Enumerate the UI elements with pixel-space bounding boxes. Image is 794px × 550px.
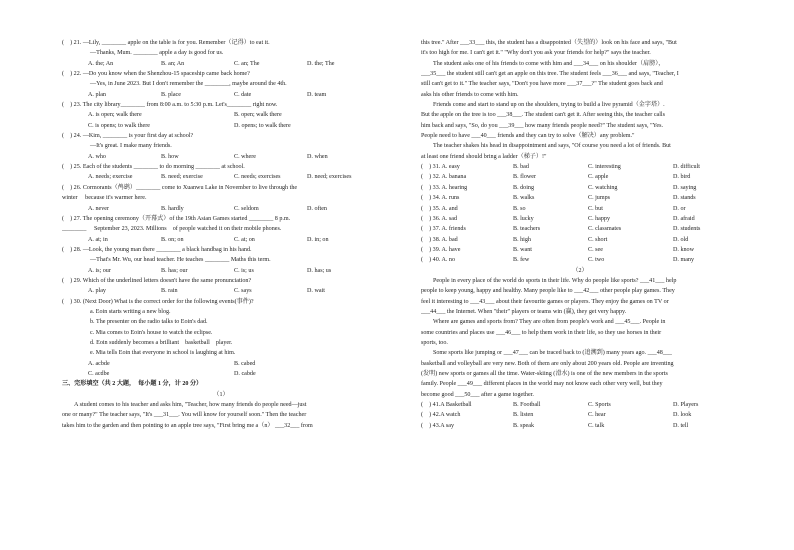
question-30: ( ) 30. (Next Door) What is the correct order for the following events(事件)? bbox=[62, 298, 254, 305]
event-c: c. Mia comes to Eoin's house to watch the eclipse. bbox=[90, 329, 213, 336]
question-23-options-cd bbox=[62, 121, 380, 131]
option: D. know bbox=[673, 246, 694, 253]
option: B. an; An bbox=[161, 60, 185, 67]
passage-line: it's too high for me. I can't get it." "Why don't you ask your friends for help?" says the teacher. bbox=[421, 50, 651, 57]
section-heading: 三、完形填空（共 2 大题， 每小题 1 分，计 20 分） bbox=[62, 381, 203, 388]
event-b: b. The presenter on the radio talks to Eoin's dad. bbox=[90, 319, 208, 326]
option: C. an; The bbox=[234, 60, 260, 67]
option-row bbox=[421, 183, 739, 193]
passage-line: ___35___ the student still can't get an apple on this tree. The student feels ___36___ and says, "Teacher, I bbox=[421, 71, 679, 78]
option: C. where bbox=[234, 153, 256, 160]
option: C. two bbox=[588, 257, 605, 264]
passage-line: People in every place of the world do sports in their life. Why do people like sports? ___41___ help bbox=[433, 277, 677, 284]
question-24-reply: —It's great. I make many friends. bbox=[90, 143, 172, 150]
passage-line: (发明) new sports or games all the time. Water-skiing (滑水) is one of the new members in the sports bbox=[421, 371, 668, 377]
passage-line: basketball and volleyball are very new. Both of them are only about 200 years old. People are inventing bbox=[421, 360, 674, 367]
passage-line: still can't get to it." The teacher says, "Don't you have more ___37___?" The student goes back and bbox=[421, 81, 663, 88]
option: B. so bbox=[513, 205, 526, 212]
option: B. need; exercise bbox=[161, 174, 203, 181]
option: B. lucky bbox=[513, 215, 534, 222]
option: ( ) 32. A. banana bbox=[421, 174, 467, 181]
option: C. interesting bbox=[588, 164, 621, 171]
option: C. is opens; to walk there bbox=[88, 122, 150, 129]
option-row bbox=[421, 235, 739, 245]
option: ( ) 43.A say bbox=[421, 422, 455, 429]
question-26: ( ) 26. Cormorants（鸬鹚）________ come to Xuanwu Lake in November to live through the bbox=[62, 184, 298, 191]
option: ( ) 36. A. sad bbox=[421, 215, 458, 222]
option: ( ) 39. A. have bbox=[421, 246, 461, 253]
option: D. or bbox=[673, 205, 686, 212]
option: D. students bbox=[673, 226, 701, 233]
option: C. classmates bbox=[588, 226, 622, 233]
passage-line: People need to have ___40___ friends and they can try to solve（解决）any problem." bbox=[421, 133, 635, 140]
passage-line: takes him to the garden and then pointing to an apple tree says, "First bring me a（n） ___32___ from bbox=[62, 422, 313, 429]
option: B. listen bbox=[513, 412, 534, 419]
option: B. want bbox=[513, 246, 532, 253]
option: B. on; on bbox=[161, 236, 184, 243]
option: A. the; An bbox=[88, 60, 114, 67]
option: B. flower bbox=[513, 174, 537, 181]
question-21-options bbox=[62, 59, 380, 69]
passage-line: this tree." After ___33___ this, the student has a disappointed（失望的）look on his face and says, "But bbox=[421, 40, 677, 46]
question-26-cont: winter because it's warmer here. bbox=[62, 195, 147, 202]
option: C. seldom bbox=[234, 205, 259, 212]
passage-line: ___44___ the Internet. When "their" players or teams win (赢), they get very happy. bbox=[421, 308, 627, 315]
question-24-options bbox=[62, 152, 380, 162]
option-row bbox=[421, 193, 739, 203]
question-27-options bbox=[62, 235, 380, 245]
option: ( ) 42.A watch bbox=[421, 412, 461, 419]
option: C. needs; exercises bbox=[234, 174, 281, 181]
option: D. tell bbox=[673, 422, 689, 429]
option-row bbox=[421, 421, 739, 431]
option: C. watching bbox=[588, 184, 618, 191]
option: B. has; our bbox=[161, 267, 188, 274]
question-29-options bbox=[62, 286, 380, 296]
option-row bbox=[421, 162, 739, 172]
question-30-options-ab bbox=[62, 359, 380, 369]
option-row bbox=[421, 204, 739, 214]
option-row bbox=[421, 410, 739, 420]
passage-line: feel it interesting to ___43___ about their favourite games or players. They enjoy the games on TV or bbox=[421, 298, 669, 305]
passage-line: But the apple on the tree is too ___38___. The student can't get it. After seeing this, the teacher calls bbox=[421, 112, 665, 119]
option: B. walks bbox=[513, 195, 535, 202]
option: B. how bbox=[161, 153, 179, 160]
option: B. doing bbox=[513, 184, 534, 191]
question-24: ( ) 24. —Kim, ________ is your first day at school? bbox=[62, 133, 194, 140]
question-25: ( ) 25. Each of the students ________ to do morning ________ at school. bbox=[62, 164, 245, 171]
option: B. bad bbox=[513, 164, 529, 171]
option: ( ) 38. A. bad bbox=[421, 236, 458, 243]
question-27: ( ) 27. The opening ceremony（开幕式）of the 19th Asian Games started ________ 8 p.m. bbox=[62, 215, 291, 222]
option-row bbox=[421, 214, 739, 224]
option: A. who bbox=[88, 153, 106, 160]
question-28-reply: —That's Mr. Wu, our head teacher. He teaches ________ Maths this term. bbox=[90, 257, 271, 264]
option: D. bird bbox=[673, 174, 691, 181]
question-22: ( ) 22. —Do you know when the Shenzhou-15 spaceship came back home? bbox=[62, 71, 250, 78]
option: C. at; on bbox=[234, 236, 255, 243]
option: D. opens; to walk there bbox=[234, 122, 291, 129]
option: D. many bbox=[673, 257, 694, 264]
option: A. needs; exercise bbox=[88, 174, 133, 181]
option: B. hardly bbox=[161, 205, 184, 212]
option: C. but bbox=[588, 205, 603, 212]
option: D. look bbox=[673, 412, 692, 419]
option: D. Players bbox=[673, 402, 699, 409]
option: A. is open; walk there bbox=[88, 112, 142, 119]
option: C. hear bbox=[588, 412, 606, 419]
option: C. talk bbox=[588, 422, 605, 429]
option: A. acbde bbox=[88, 360, 110, 367]
option: D. often bbox=[307, 205, 327, 212]
option: C. happy bbox=[588, 215, 611, 222]
option: D. afraid bbox=[673, 215, 695, 222]
passage-line: The teacher shakes his head in disappointment and says, "Of course you need a lot of friends. But bbox=[433, 143, 671, 150]
option: D. stands bbox=[673, 195, 696, 202]
option-row bbox=[421, 400, 739, 410]
option: ( ) 31. A. easy bbox=[421, 164, 460, 171]
option-row bbox=[421, 224, 739, 234]
option: B. open; walk there bbox=[234, 112, 282, 119]
option: B. few bbox=[513, 257, 530, 264]
option: ( ) 34. A. runs bbox=[421, 195, 460, 202]
passage-line: him back and says, "So, do you ___39___ how many friends people need?" The student says, "Yes. bbox=[421, 122, 663, 129]
event-a: a. Eoin starts writing a new blog. bbox=[90, 308, 171, 315]
passage-line: asks his other friends to come with him. bbox=[421, 91, 519, 98]
option: C. says bbox=[234, 288, 252, 295]
part-label: （1） bbox=[213, 391, 229, 398]
option: C. acdbe bbox=[88, 371, 110, 377]
passage-line: one or many?" The teacher says, "It's ___31___. You will know for yourself soon." Then the teacher bbox=[62, 412, 307, 419]
option: A. at; in bbox=[88, 236, 108, 243]
passage-line: A student comes to his teacher and asks him, "Teacher, how many friends do people need—just bbox=[74, 402, 307, 409]
option: D. need; exercises bbox=[307, 174, 352, 181]
option: B. place bbox=[161, 91, 181, 98]
option: A. is; our bbox=[88, 267, 111, 274]
passage-line: some countries and places use ___46___ to help them work in their life, so they use horses in their bbox=[421, 329, 662, 336]
option: C. short bbox=[588, 236, 608, 243]
option: C. Sports bbox=[588, 402, 611, 409]
question-21-reply: —Thanks, Mum. ________ apple a day is good for us. bbox=[90, 50, 224, 57]
option: B. high bbox=[513, 236, 531, 243]
question-21: ( ) 21. —Lily, ________ apple on the table is for you. Remember（记得）to eat it. bbox=[62, 40, 270, 46]
option: ( ) 35. A. and bbox=[421, 205, 458, 212]
passage-line: sports, too. bbox=[421, 339, 448, 346]
right-column bbox=[421, 38, 739, 431]
option: C. date bbox=[234, 91, 252, 98]
option-row bbox=[421, 255, 739, 265]
option: D. difficult bbox=[673, 164, 700, 171]
passage-line: Friends come and start to stand up on the shoulders, trying to build a live pyramid（金字塔）. bbox=[433, 102, 665, 109]
cloze-options-2 bbox=[421, 400, 739, 431]
option: B. cabed bbox=[234, 360, 256, 367]
option: B. teachers bbox=[513, 226, 541, 233]
question-23-options-ab bbox=[62, 110, 380, 120]
option: A. never bbox=[88, 205, 109, 212]
option: D. has; us bbox=[307, 267, 332, 274]
question-22-options bbox=[62, 90, 380, 100]
passage-line: at least one friend should bring a ladder（梯子）!" bbox=[421, 153, 547, 160]
question-29: ( ) 29. Which of the underlined letters doesn't have the same pronunciation? bbox=[62, 277, 252, 284]
question-23: ( ) 23. The city library________ from 8:00 a.m. to 5:30 p.m. Let's________ right now. bbox=[62, 102, 278, 109]
option: C. jumps bbox=[588, 195, 611, 202]
option: D. in; on bbox=[307, 236, 329, 243]
passage-line: The student asks one of his friends to come with him and ___34___ on his shoulder（肩膀）， bbox=[433, 60, 665, 67]
cloze-options-1 bbox=[421, 162, 739, 265]
option: A. play bbox=[88, 288, 106, 295]
option: C. see bbox=[588, 246, 603, 253]
question-25-options bbox=[62, 172, 380, 182]
option: ( ) 33. A. hearing bbox=[421, 184, 468, 191]
option-row bbox=[421, 245, 739, 255]
question-27-cont: ________ September 23, 2023. Millions of people watched it on their mobile phones. bbox=[62, 226, 282, 233]
option: D. wait bbox=[307, 288, 325, 295]
option: B. Football bbox=[513, 402, 541, 409]
left-column bbox=[62, 38, 380, 431]
event-d: d. Eoin suddenly becomes a brilliant basketball player. bbox=[90, 339, 233, 346]
passage-line: become good ___50___ after a game together. bbox=[421, 391, 534, 398]
question-26-options bbox=[62, 204, 380, 214]
option: D. when bbox=[307, 153, 328, 160]
option: D. old bbox=[673, 236, 689, 243]
option: D. the; The bbox=[307, 60, 335, 67]
passage-line: family. People ___49___ different places in the world may not know each other very well, but they bbox=[421, 381, 663, 388]
option: C. is; us bbox=[234, 267, 254, 274]
option: A. plan bbox=[88, 91, 106, 98]
passage-line: Where are games and sports from? They are often from people's work and ___45___. People in bbox=[433, 319, 666, 326]
option: C. apple bbox=[588, 174, 609, 181]
option: ( ) 40. A. no bbox=[421, 257, 456, 264]
question-30-options-cd bbox=[62, 369, 380, 379]
option: B. speak bbox=[513, 422, 534, 429]
option: D. team bbox=[307, 91, 327, 98]
passage-line: people to keep young, happy and healthy. Many people like to ___42___ other people play games. They bbox=[421, 288, 675, 295]
question-28-options bbox=[62, 266, 380, 276]
option: D. cabde bbox=[234, 371, 256, 377]
option: D. saying bbox=[673, 184, 697, 191]
event-e: e. Mia tells Eoin that everyone in school is laughing at him. bbox=[90, 350, 236, 357]
question-22-reply: —Yes, in June 2023. But I don't remember the ________, maybe around the 4th. bbox=[90, 81, 287, 88]
passage-line: Some sports like jumping or ___47___ can be traced back to (追溯到) many years ago. ___48___ bbox=[433, 350, 672, 357]
option: ( ) 37. A. friends bbox=[421, 226, 466, 233]
question-28: ( ) 28. —Look, the young man there ________ a black handbag in his hand. bbox=[62, 246, 252, 253]
option-row bbox=[421, 172, 739, 182]
option: B. rain bbox=[161, 288, 178, 295]
option: ( ) 41.A Basketball bbox=[421, 402, 472, 409]
part-label: （2） bbox=[572, 267, 588, 274]
